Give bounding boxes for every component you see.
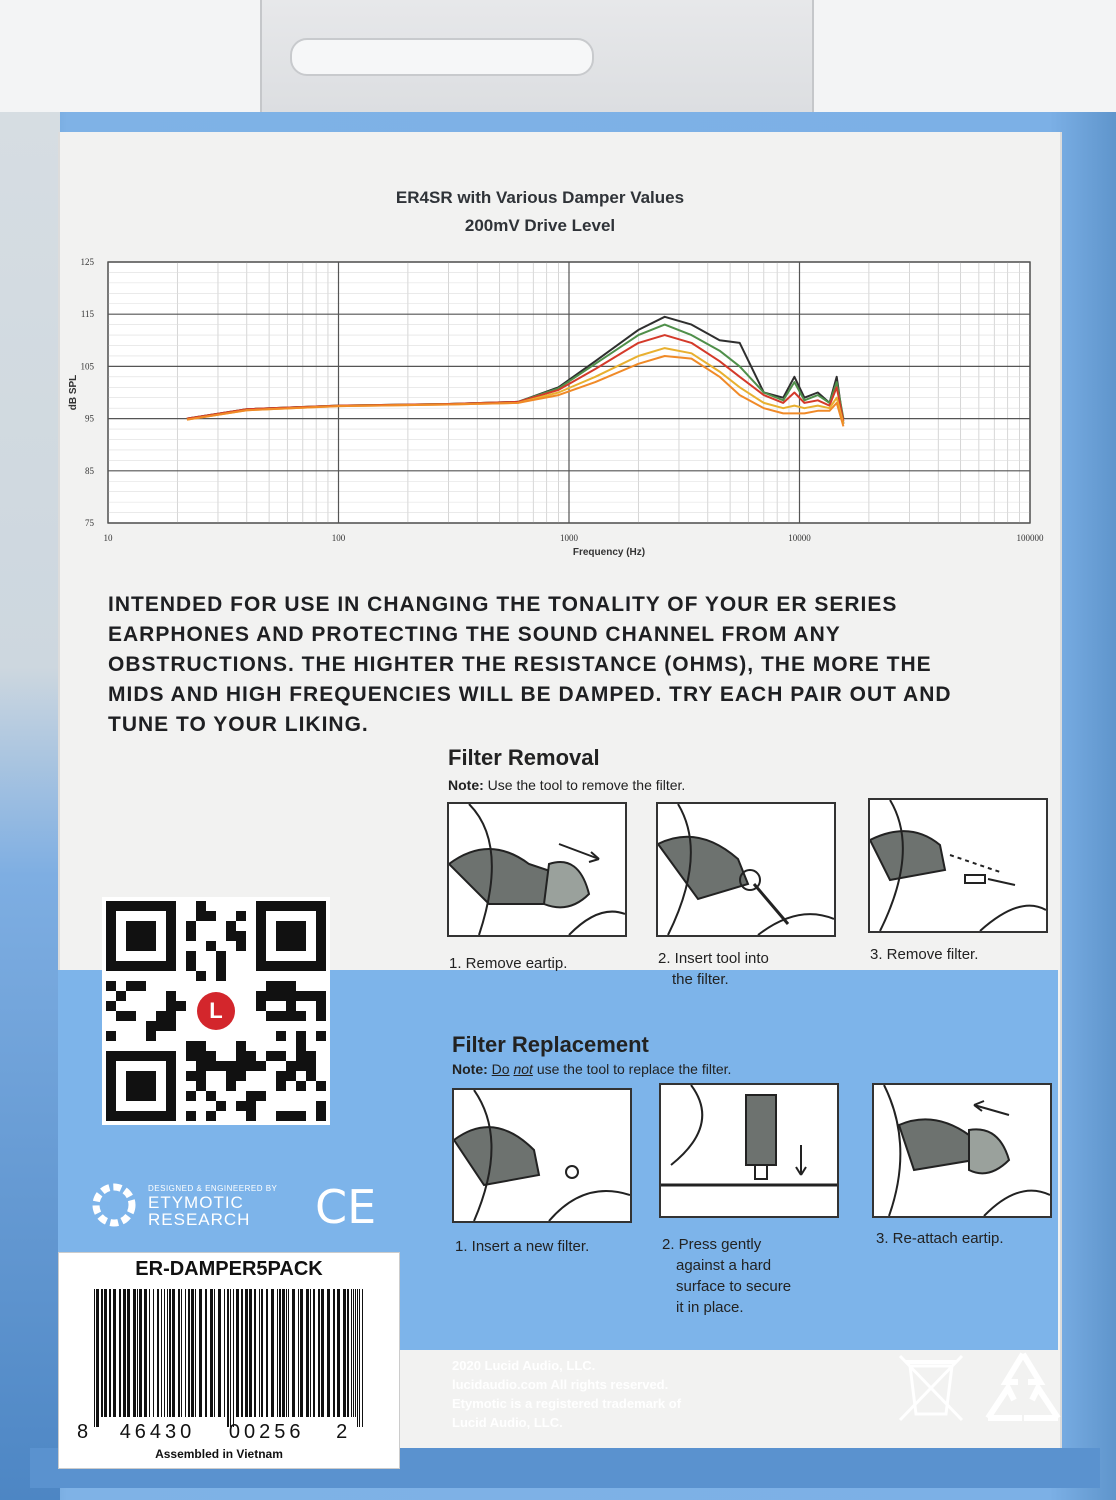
replacement-note-label: Note:	[452, 1061, 488, 1077]
barcode-bar	[224, 1289, 225, 1417]
barcode-bar	[94, 1289, 95, 1427]
legal-line-4: Lucid Audio, LLC.	[452, 1415, 563, 1430]
qr-module	[266, 981, 276, 991]
qr-module	[156, 1011, 166, 1021]
qr-finder	[316, 901, 326, 971]
barcode-bar	[109, 1289, 111, 1417]
barcode-bar	[249, 1289, 252, 1417]
qr-module	[236, 941, 246, 951]
hang-slot	[290, 38, 594, 76]
barcode-bar	[144, 1289, 147, 1417]
qr-module	[156, 1021, 166, 1031]
barcode-bar	[96, 1289, 99, 1427]
barcode-bar	[164, 1289, 165, 1417]
qr-module	[306, 1061, 316, 1071]
replacement-step-3-illustration	[872, 1083, 1052, 1218]
qr-module	[256, 991, 266, 1001]
barcode-bar	[157, 1289, 159, 1417]
barcode-bar	[353, 1289, 354, 1417]
replacement-step-1-caption: 1. Insert a new filter.	[455, 1238, 590, 1255]
qr-module	[166, 991, 176, 1001]
barcode-bar	[123, 1289, 126, 1417]
qr-module	[236, 1101, 246, 1111]
qr-finder	[166, 1051, 176, 1121]
qr-module	[286, 991, 296, 1001]
qr-module	[116, 991, 126, 1001]
barcode-bar	[233, 1289, 234, 1427]
qr-module	[226, 1071, 236, 1081]
qr-module	[116, 1011, 126, 1021]
barcode-bar	[104, 1289, 107, 1417]
qr-module	[286, 1061, 296, 1071]
qr-module	[166, 1011, 176, 1021]
x-axis-label: Frequency (Hz)	[572, 547, 646, 558]
replacement-note-not: not	[513, 1061, 533, 1077]
barcode-bar	[266, 1289, 268, 1417]
barcode-bar	[362, 1289, 363, 1427]
barcode-digit-check: 2	[336, 1421, 348, 1443]
removal-step-1-caption: 1. Remove eartip.	[449, 955, 568, 972]
qr-module	[266, 1051, 276, 1061]
qr-module	[136, 981, 146, 991]
sku-text: ER-DAMPER5PACK	[135, 1258, 323, 1280]
barcode-bar	[218, 1289, 221, 1417]
barcode-bar	[195, 1289, 196, 1417]
barcode-digits-left: 46430	[119, 1421, 196, 1443]
etymotic-logo-icon	[86, 1180, 142, 1230]
qr-module	[306, 991, 316, 1001]
frequency-response-chart	[60, 250, 1060, 560]
replacement-step-2-caption-line-3: surface to secure	[676, 1278, 792, 1295]
barcode-bar	[191, 1289, 194, 1417]
barcode-bar	[357, 1289, 358, 1427]
removal-heading: Filter Removal	[448, 745, 600, 770]
qr-module	[216, 1101, 226, 1111]
removal-step-2-caption-line-2: the filter.	[672, 971, 729, 988]
qr-module	[176, 1001, 186, 1011]
qr-module	[246, 1051, 256, 1061]
barcode-bar	[261, 1289, 263, 1417]
barcode-bar	[169, 1289, 171, 1417]
qr-module	[316, 991, 326, 1001]
qr-finder	[126, 1071, 156, 1101]
qr-module	[206, 941, 216, 951]
qr-module	[316, 1111, 326, 1121]
qr-module	[256, 1061, 266, 1071]
barcode-bar	[327, 1289, 330, 1417]
barcode-bar	[318, 1289, 320, 1417]
x-tick-label: 100000	[1016, 533, 1044, 543]
qr-module	[196, 911, 206, 921]
qr-module	[286, 1011, 296, 1021]
package-side	[0, 112, 60, 1500]
assembled-in: Assembled in Vietnam	[155, 1447, 283, 1461]
barcode-bar	[245, 1289, 248, 1417]
qr-module	[196, 901, 206, 911]
legal-line-3: Etymotic is a registered trademark of	[452, 1396, 682, 1411]
barcode-bar	[214, 1289, 215, 1417]
barcode-bar	[292, 1289, 295, 1417]
x-tick-label: 1000	[560, 533, 578, 543]
qr-module	[106, 1031, 116, 1041]
qr-module	[206, 1091, 216, 1101]
recycle-icon	[978, 1348, 1068, 1430]
removal-step-1-illustration	[447, 802, 627, 937]
x-tick-label: 10000	[788, 533, 811, 543]
barcode-digits-right: 00256	[228, 1421, 305, 1443]
qr-module	[246, 1091, 256, 1101]
y-tick-label: 105	[80, 361, 94, 372]
qr-module	[186, 931, 196, 941]
qr-module	[276, 1031, 286, 1041]
brand-name	[148, 1194, 250, 1228]
qr-module	[266, 991, 276, 1001]
ce-mark: CE	[315, 1180, 377, 1234]
qr-finder	[256, 901, 266, 971]
qr-module	[306, 1051, 316, 1061]
qr-finder	[126, 921, 156, 951]
brand-name-line-1: ETYMOTIC	[148, 1193, 244, 1212]
legal-line-1: 2020 Lucid Audio, LLC.	[452, 1358, 596, 1373]
qr-module	[196, 1071, 206, 1081]
qr-module	[286, 1071, 296, 1081]
y-tick-label: 75	[85, 518, 94, 528]
qr-module	[186, 1071, 196, 1081]
barcode-bar	[343, 1289, 346, 1417]
removal-step-3-illustration	[868, 798, 1048, 933]
barcode-bar	[113, 1289, 116, 1417]
designed-by-text: DESIGNED & ENGINEERED BY	[148, 1184, 278, 1193]
qr-module	[306, 1071, 316, 1081]
x-tick-label: 10	[103, 533, 113, 543]
y-tick-label: 115	[80, 309, 94, 320]
qr-module	[126, 981, 136, 991]
removal-step-2-caption	[658, 948, 769, 990]
barcode-bar	[205, 1289, 207, 1417]
barcode-bar	[337, 1289, 340, 1417]
qr-module	[236, 931, 246, 941]
barcode-bar	[298, 1289, 299, 1417]
qr-module	[286, 1111, 296, 1121]
barcode-bar	[188, 1289, 190, 1417]
barcode-bar	[167, 1289, 168, 1417]
qr-module	[276, 1051, 286, 1061]
barcode-bar	[133, 1289, 136, 1417]
qr-finder	[106, 1111, 176, 1121]
qr-module	[196, 1081, 206, 1091]
qr-module	[106, 1001, 116, 1011]
qr-finder	[106, 1051, 116, 1121]
qr-module	[196, 971, 206, 981]
qr-module	[246, 1111, 256, 1121]
qr-module	[316, 1011, 326, 1021]
replacement-heading: Filter Replacement	[452, 1032, 649, 1057]
barcode-bar	[210, 1289, 213, 1417]
barcode-bar	[310, 1289, 311, 1417]
brand-name-line-2: RESEARCH	[148, 1210, 251, 1229]
qr-module	[296, 1061, 306, 1071]
replacement-note	[452, 1061, 731, 1077]
barcode-bar	[161, 1289, 162, 1417]
barcode-bar	[259, 1289, 260, 1417]
barcode-bar	[279, 1289, 281, 1417]
qr-finder	[106, 961, 176, 971]
etymotic-logo	[86, 1180, 316, 1232]
qr-module	[286, 1001, 296, 1011]
barcode-bar	[227, 1289, 229, 1427]
chart-subtitle: 200mV Drive Level	[464, 216, 616, 235]
replacement-note-text: use the tool to replace the filter.	[536, 1061, 732, 1077]
qr-module	[256, 1001, 266, 1011]
replacement-step-2-illustration	[659, 1083, 839, 1218]
replacement-step-2-caption	[662, 1234, 791, 1318]
barcode-digit-lead: 8	[77, 1421, 89, 1443]
replacement-step-1-illustration	[452, 1088, 632, 1223]
qr-module	[236, 1051, 246, 1061]
barcode-bar	[101, 1289, 103, 1417]
qr-module	[296, 1031, 306, 1041]
product-description: INTENDED FOR USE IN CHANGING THE TONALITY OF YOUR ER SERIES EARPHONES AND PROTECTING THE SOUND CHANNEL FROM ANY OBSTRUCTIONS. THE HIGHTER THE RESISTANCE (OHMS), THE MORE THE MIDS AND HIGH FREQUENCIES WILL BE DAMPED. TRY EACH PAIR OUT AND TUNE TO YOUR LIKING.	[108, 593, 952, 736]
qr-module	[256, 1091, 266, 1101]
qr-module	[226, 931, 236, 941]
barcode-bar	[230, 1289, 231, 1427]
qr-module	[186, 1041, 196, 1051]
qr-module	[226, 1061, 236, 1071]
barcode-bar	[185, 1289, 186, 1417]
barcode-bar	[351, 1289, 352, 1417]
qr-module	[206, 911, 216, 921]
removal-note-text: Use the tool to remove the filter.	[487, 777, 686, 793]
barcode-bar	[288, 1289, 289, 1417]
qr-module	[316, 1101, 326, 1111]
barcode-bar	[282, 1289, 285, 1417]
qr-module	[276, 1071, 286, 1081]
removal-step-2-illustration	[656, 802, 836, 937]
barcode-bar	[119, 1289, 121, 1417]
qr-module	[296, 1051, 306, 1061]
barcode-bar	[300, 1289, 303, 1417]
qr-module	[216, 961, 226, 971]
barcode-bar	[127, 1289, 130, 1417]
qr-module	[146, 1021, 156, 1031]
qr-module	[296, 1011, 306, 1021]
qr-module	[316, 1001, 326, 1011]
barcode-bar	[172, 1289, 175, 1417]
qr-module	[266, 1011, 276, 1021]
qr-finder	[166, 901, 176, 971]
weee-bin-icon	[892, 1348, 970, 1426]
removal-step-3-caption: 3. Remove filter.	[870, 946, 979, 963]
barcode-bar	[277, 1289, 278, 1417]
barcode-bar	[359, 1289, 360, 1427]
barcode-bar	[241, 1289, 243, 1417]
qr-module	[296, 991, 306, 1001]
qr-module	[196, 1041, 206, 1051]
qr-module	[276, 981, 286, 991]
barcode-bars	[94, 1289, 369, 1427]
barcode-number	[77, 1421, 377, 1444]
qr-module	[276, 991, 286, 1001]
qr-module	[196, 1051, 206, 1061]
legal-line-2: lucidaudio.com All rights reserved.	[452, 1377, 669, 1392]
removal-note-label: Note:	[448, 777, 484, 793]
barcode-bar	[236, 1289, 239, 1417]
qr-module	[216, 951, 226, 961]
barcode-bar	[355, 1289, 356, 1417]
qr-module	[146, 1031, 156, 1041]
lucid-logo-icon: L	[197, 992, 235, 1030]
replacement-step-3-caption: 3. Re-attach eartip.	[876, 1230, 1004, 1247]
qr-module	[296, 1111, 306, 1121]
qr-module	[296, 1081, 306, 1091]
y-tick-label: 85	[85, 465, 94, 476]
removal-note	[448, 777, 685, 793]
replacement-step-2-caption-line-4: it in place.	[676, 1299, 744, 1316]
qr-module	[276, 1111, 286, 1121]
qr-module	[236, 911, 246, 921]
qr-finder	[276, 921, 306, 951]
qr-module	[186, 1051, 196, 1061]
barcode-label	[58, 1252, 400, 1469]
qr-code[interactable]	[102, 897, 330, 1125]
barcode-bar	[199, 1289, 202, 1417]
barcode-bar	[271, 1289, 274, 1417]
qr-module	[246, 1101, 256, 1111]
legal-text	[452, 1356, 782, 1432]
qr-module	[206, 1111, 216, 1121]
qr-module	[226, 921, 236, 931]
qr-module	[276, 1011, 286, 1021]
qr-module	[186, 921, 196, 931]
qr-module	[166, 1021, 176, 1031]
qr-finder	[106, 901, 176, 911]
replacement-note-do: Do	[491, 1061, 510, 1077]
barcode-bar	[153, 1289, 154, 1417]
qr-module	[196, 1061, 206, 1071]
barcode-bar	[286, 1289, 287, 1417]
y-tick-label: 125	[80, 257, 94, 267]
qr-finder	[106, 1051, 176, 1061]
chart-title: ER4SR with Various Damper Values	[395, 188, 685, 207]
qr-module	[206, 1051, 216, 1061]
barcode-bar	[347, 1289, 349, 1417]
y-axis-label: dB SPL	[68, 374, 79, 411]
qr-finder	[106, 901, 116, 971]
replacement-step-2-caption-line-2: against a hard	[676, 1257, 772, 1274]
qr-module	[166, 1001, 176, 1011]
removal-step-2-caption-line-1: 2. Insert tool into	[658, 950, 769, 967]
qr-module	[216, 1061, 226, 1071]
y-tick-label: 95	[85, 413, 94, 424]
barcode-bar	[137, 1289, 138, 1417]
qr-finder	[256, 901, 326, 911]
barcode-bar	[139, 1289, 142, 1417]
barcode-bar	[149, 1289, 150, 1417]
qr-module	[276, 1081, 286, 1091]
qr-module	[316, 1081, 326, 1091]
qr-module	[206, 1061, 216, 1071]
x-tick-label: 100	[331, 533, 346, 543]
qr-module	[226, 1081, 236, 1091]
barcode-bar	[254, 1289, 256, 1417]
barcode-bar	[333, 1289, 335, 1417]
qr-module	[106, 981, 116, 991]
qr-module	[316, 1031, 326, 1041]
barcode-bar	[321, 1289, 324, 1417]
qr-module	[296, 1041, 306, 1051]
qr-module	[186, 1111, 196, 1121]
barcode-bar	[306, 1289, 309, 1417]
barcode-bar	[178, 1289, 180, 1417]
qr-finder	[256, 961, 326, 971]
qr-module	[236, 1041, 246, 1051]
barcode-bar	[313, 1289, 315, 1417]
chart-title-block	[300, 184, 780, 240]
qr-module	[286, 981, 296, 991]
qr-module	[126, 1011, 136, 1021]
qr-module	[186, 951, 196, 961]
qr-module	[216, 971, 226, 981]
qr-module	[186, 1091, 196, 1101]
qr-module	[236, 1071, 246, 1081]
qr-module	[186, 961, 196, 971]
replacement-step-2-caption-line-1: 2. Press gently	[662, 1236, 762, 1253]
barcode-bar	[181, 1289, 182, 1417]
qr-module	[236, 1061, 246, 1071]
qr-module	[246, 1061, 256, 1071]
